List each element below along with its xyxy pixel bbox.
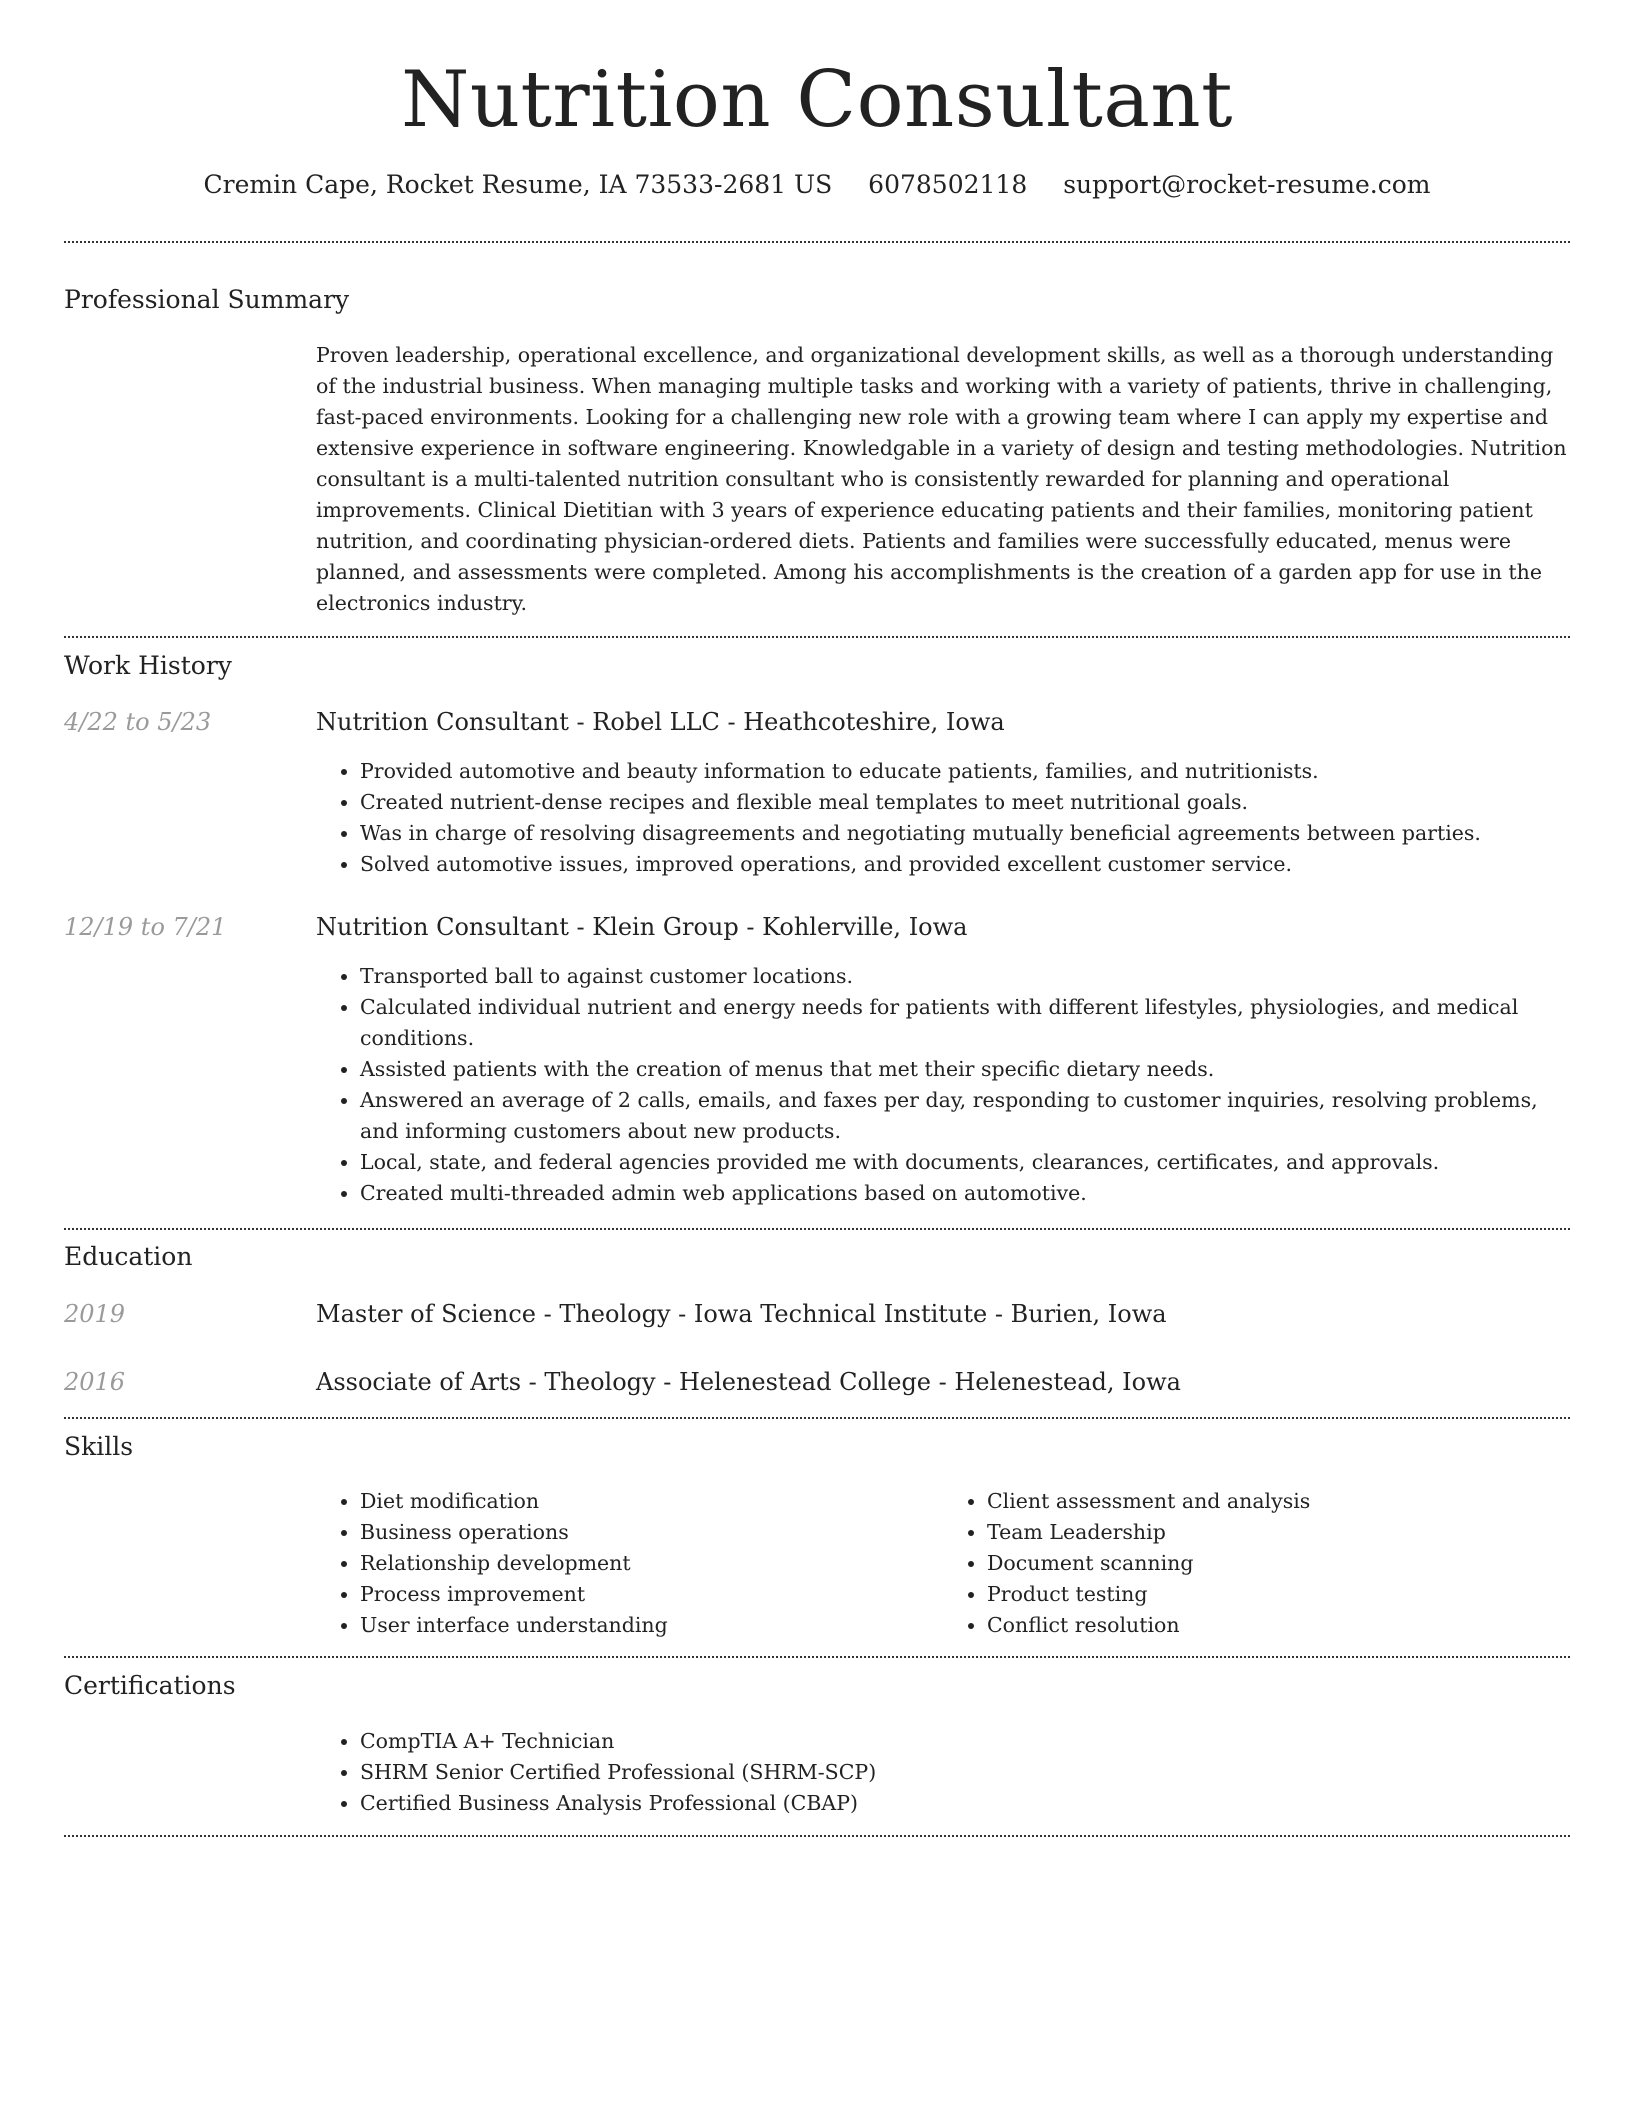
job-bullets bbox=[316, 756, 1570, 880]
list-item: • Diet modification bbox=[360, 1486, 943, 1517]
list-item: • Was in charge of resolving disagreements and negotiating mutually beneficial agreements between parties. bbox=[360, 818, 1570, 849]
list-item: • Assisted patients with the creation of menus that met their specific dietary needs. bbox=[360, 1054, 1570, 1085]
list-item: • Product testing bbox=[987, 1579, 1570, 1610]
list-item: • Team Leadership bbox=[987, 1517, 1570, 1548]
skills-section bbox=[316, 1486, 1570, 1641]
job-dates: 12/19 to 7/21 bbox=[64, 913, 227, 941]
list-item: • Client assessment and analysis bbox=[987, 1486, 1570, 1517]
resume-page bbox=[64, 0, 1570, 1815]
certifications-section bbox=[316, 1726, 1570, 1819]
job-entry bbox=[316, 706, 1570, 880]
list-item: • Created multi-threaded admin web applications based on automotive. bbox=[360, 1178, 1570, 1209]
list-item: • Business operations bbox=[360, 1517, 943, 1548]
job-entry bbox=[316, 911, 1570, 1209]
divider bbox=[64, 1656, 1570, 1658]
list-item: • Local, state, and federal agencies provided me with documents, clearances, certificates, and approvals. bbox=[360, 1147, 1570, 1178]
education-heading: Education bbox=[64, 1242, 193, 1271]
contact-email: support@rocket-resume.com bbox=[1063, 170, 1431, 199]
resume-title: Nutrition Consultant bbox=[401, 55, 1233, 145]
skills-list-left bbox=[316, 1486, 943, 1641]
work-history-heading: Work History bbox=[64, 651, 232, 680]
education-title: Master of Science - Theology - Iowa Technical Institute - Burien, Iowa bbox=[316, 1300, 1167, 1328]
contact-phone: 6078502118 bbox=[868, 170, 1028, 199]
list-item: • CompTIA A+ Technician bbox=[360, 1726, 1570, 1757]
list-item: • Answered an average of 2 calls, emails, and faxes per day, responding to customer inquiries, resolving problems, and informing customers about new products. bbox=[360, 1085, 1570, 1147]
divider bbox=[64, 1417, 1570, 1419]
certifications-heading: Certifications bbox=[64, 1671, 236, 1700]
summary-heading: Professional Summary bbox=[64, 285, 350, 314]
certifications-list bbox=[316, 1726, 1570, 1819]
job-bullets bbox=[316, 961, 1570, 1209]
summary-section bbox=[316, 340, 1570, 619]
job-title: Nutrition Consultant - Klein Group - Kohlerville, Iowa bbox=[316, 913, 968, 941]
education-year: 2019 bbox=[64, 1300, 126, 1328]
list-item: • Conflict resolution bbox=[987, 1610, 1570, 1641]
skills-heading: Skills bbox=[64, 1432, 134, 1461]
education-title: Associate of Arts - Theology - Helenestead College - Helenestead, Iowa bbox=[316, 1368, 1181, 1396]
list-item: • SHRM Senior Certified Professional (SHRM-SCP) bbox=[360, 1757, 1570, 1788]
summary-text: Proven leadership, operational excellence, and organizational development skills, as well as a thorough understanding of the industrial business. When managing multiple tasks and working with a variety of patients, thrive in challenging, fast-paced environments. Looking for a challenging new role with a growing team where I can apply my expertise and extensive experience in software engineering. Knowledgable in a variety of design and testing methodologies. Nutrition consultant is a multi-talented nutrition consultant who is consistently rewarded for planning and operational improvements. Clinical Dietitian with 3 years of experience educating patients and their families, monitoring patient nutrition, and coordinating physician-ordered diets. Patients and families were successfully educated, menus were planned, and assessments were completed. Among his accomplishments is the creation of a garden app for use in the electronics industry. bbox=[316, 343, 1567, 615]
education-entry bbox=[316, 1366, 1570, 1398]
divider bbox=[64, 636, 1570, 638]
job-dates: 4/22 to 5/23 bbox=[64, 708, 212, 736]
contact-line bbox=[64, 168, 1570, 202]
list-item: • Process improvement bbox=[360, 1579, 943, 1610]
list-item: • Solved automotive issues, improved operations, and provided excellent customer service. bbox=[360, 849, 1570, 880]
job-title: Nutrition Consultant - Robel LLC - Heathcoteshire, Iowa bbox=[316, 708, 1005, 736]
list-item: • Created nutrient-dense recipes and flexible meal templates to meet nutritional goals. bbox=[360, 787, 1570, 818]
divider bbox=[64, 1835, 1570, 1837]
skills-list-right bbox=[943, 1486, 1570, 1641]
education-entry bbox=[316, 1298, 1570, 1330]
list-item: • User interface understanding bbox=[360, 1610, 943, 1641]
divider bbox=[64, 241, 1570, 243]
divider bbox=[64, 1228, 1570, 1230]
education-year: 2016 bbox=[64, 1368, 126, 1396]
list-item: • Relationship development bbox=[360, 1548, 943, 1579]
list-item: • Calculated individual nutrient and energy needs for patients with different lifestyles, physiologies, and medical conditions. bbox=[360, 992, 1570, 1054]
contact-address: Cremin Cape, Rocket Resume, IA 73533-2681 US bbox=[203, 170, 833, 199]
list-item: • Certified Business Analysis Professional (CBAP) bbox=[360, 1788, 1570, 1819]
list-item: • Provided automotive and beauty information to educate patients, families, and nutritionists. bbox=[360, 756, 1570, 787]
list-item: • Document scanning bbox=[987, 1548, 1570, 1579]
list-item: • Transported ball to against customer locations. bbox=[360, 961, 1570, 992]
